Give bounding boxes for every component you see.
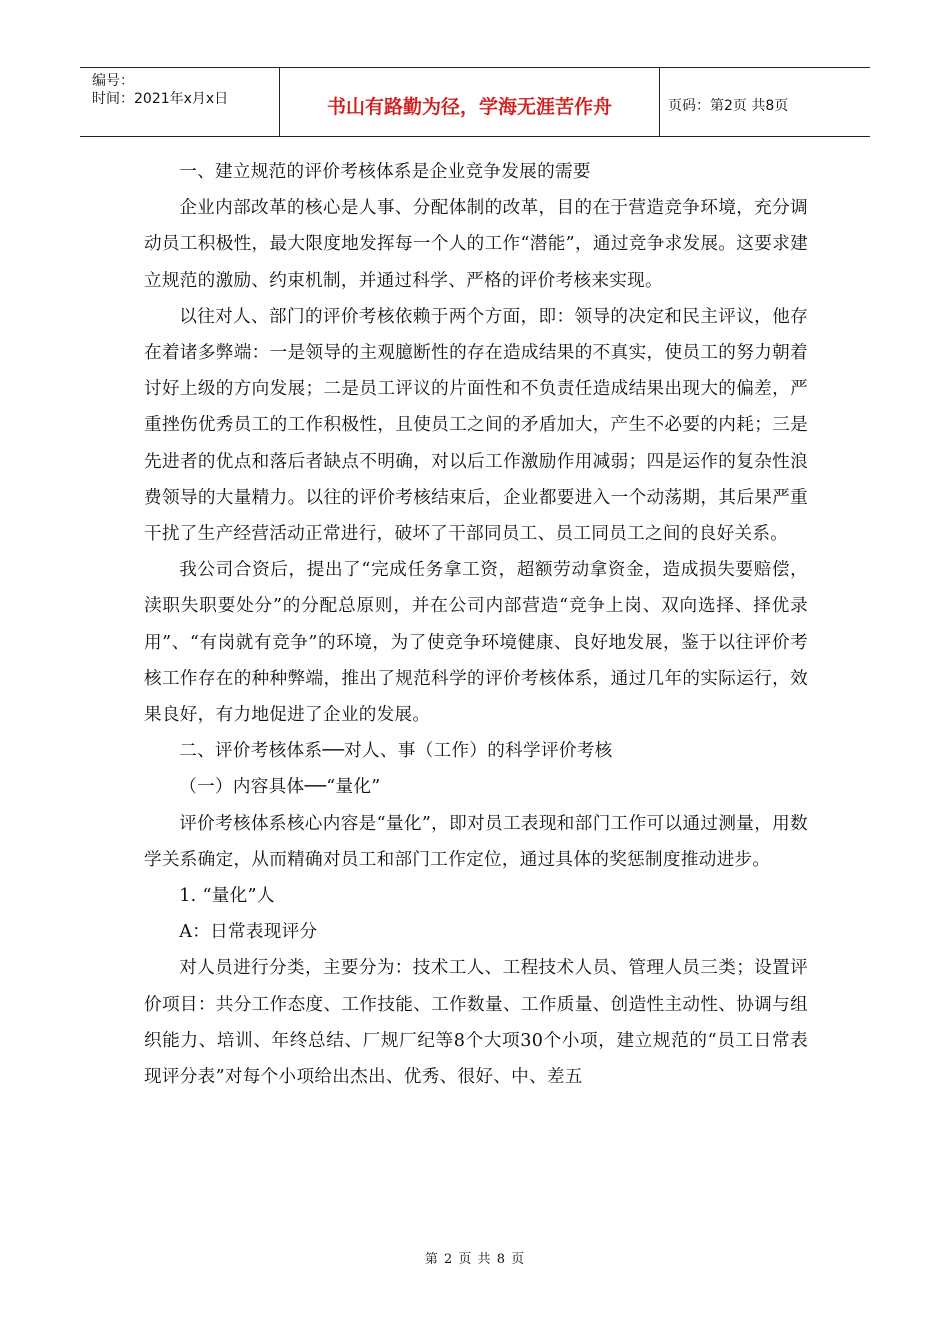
- paragraph-1: 企业内部改革的核心是人事、分配体制的改革，目的在于营造竞争环境，充分调动员工积极性，最大限度地发挥每一个人的工作“潜能”，通过竞争求发展。这要求建立规范的激励、约束机制，并通过科学、严格的评价考核来实现。: [144, 198, 808, 291]
- section-heading-1: 一、建立规范的评价考核体系是企业竞争发展的需要: [179, 162, 591, 182]
- paragraph-2: 以往对人、部门的评价考核依赖于两个方面，即：领导的决定和民主评议，他存在着诸多弊端：一是领导的主观臆断性的存在造成结果的不真实，使员工的努力朝着讨好上级的方向发展；二是员工评议的片面性和不负责任造成结果出现大的偏差，严重挫伤优秀员工的工作积极性，且使员工之间的矛盾加大，产生不必要的内耗；三是先进者的优点和落后者缺点不明确，对以后工作激励作用减弱；四是运作的复杂性浪费领导的大量精力。以往的评价考核结束后，企业都要进入一个动荡期，其后果严重干扰了生产经营活动正常进行，破坏了干部同员工、员工同员工之间的良好关系。: [144, 306, 808, 545]
- document-body: [144, 154, 808, 1095]
- document-number-label: 编号：: [92, 73, 134, 89]
- header-meta: [80, 68, 280, 136]
- section-heading-2: 二、评价考核体系──对人、事（工作）的科学评价考核: [179, 741, 613, 762]
- header-page-info: 页码：第2页 共8页: [668, 98, 789, 114]
- page-header: [80, 67, 870, 137]
- document-date: 时间：2021年x月x日: [92, 91, 229, 107]
- page-footer: 第 2 页 共 8 页: [424, 1252, 526, 1267]
- subsection-heading: （一）内容具体──“量化”: [179, 777, 381, 798]
- header-motto: 书山有路勤为径，学海无涯苦作舟: [280, 68, 660, 136]
- list-item-1: 1. “量化”人: [179, 886, 275, 907]
- list-item-a: A：日常表现评分: [179, 922, 318, 943]
- paragraph-3: 我公司合资后，提出了“完成任务拿工资，超额劳动拿资金，造成损失要赔偿，渎职失职要处分”的分配总原则，并在公司内部营造“竞争上岗、双向选择、择优录用”、“有岗就有竞争”的环境，为了使竞争环境健康、良好地发展，鉴于以往评价考核工作存在的种种弊端，推出了规范科学的评价考核体系，通过几年的实际运行，效果良好，有力地促进了企业的发展。: [144, 560, 808, 726]
- paragraph-5: 对人员进行分类，主要分为：技术工人、工程技术人员、管理人员三类；设置评价项目：共分工作态度、工作技能、工作数量、工作质量、创造性主动性、协调与组织能力、培训、年终总结、厂规厂纪等8个大项30个小项，建立规范的“员工日常表现评分表”对每个小项给出杰出、优秀、很好、中、差五: [144, 958, 808, 1088]
- paragraph-4: 评价考核体系核心内容是“量化”，即对员工表现和部门工作可以通过测量，用数学关系确定，从而精确对员工和部门工作定位，通过具体的奖惩制度推动进步。: [144, 813, 808, 870]
